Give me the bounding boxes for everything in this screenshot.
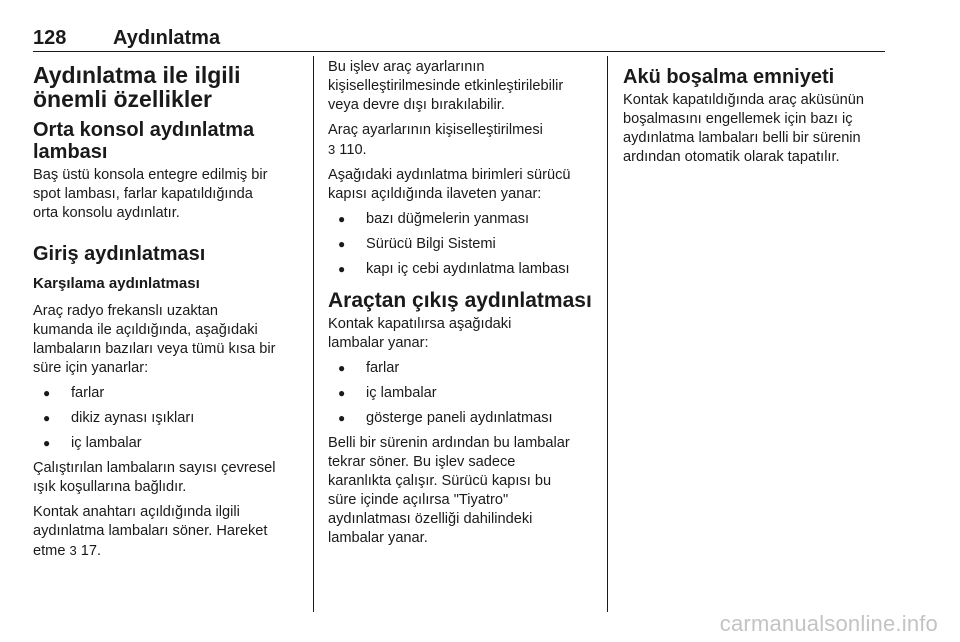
paragraph-light-count: Çalıştırılan lambaların sayısı çevresel ışık koşullarına bağlıdır. [33,460,276,495]
column-divider [607,56,608,612]
watermark: carmanualsonline.info [719,611,938,636]
page-ref-link[interactable]: 110. [335,142,367,158]
list-item: ● bazı düğmelerin yanması [338,211,530,227]
driver-door-light-list [328,210,596,279]
paragraph-ignition: Kontak anahtarı açıldığında ilgili aydınlatma lambaları söner. Hareket etme 3 17. [33,504,268,559]
bullet-icon: ● [43,386,51,400]
bullet-icon: ● [338,237,346,251]
paragraph-battery: Kontak kapatıldığında araç aküsünün boşalmasını engellemek için bazı iç aydınlatma lambaları belli bir sürenin ardından otomatik olarak tapatılır. [623,92,864,165]
paragraph-personalization: Araç ayarlarının kişiselleştirilmesi 3 110. [328,122,543,158]
bullet-icon: ● [43,411,51,425]
bullet-icon: ● [338,386,346,400]
list-item: ● iç lambalar [43,435,142,451]
paragraph-driver-door: Aşağıdaki aydınlatma birimleri sürücü kapısı açıldığında ilaveten yanar: [328,167,571,202]
bullet-icon: ● [43,436,51,450]
list-item: ● Sürücü Bilgi Sistemi [338,236,496,252]
heading-battery-protection: Akü boşalma emniyeti [623,66,835,88]
bullet-icon: ● [338,411,346,425]
list-item: ● dikiz aynası ışıkları [43,410,195,426]
welcome-light-list [33,384,301,453]
column-1 [33,58,301,567]
bullet-icon: ● [338,262,346,276]
page-number: 128 [33,27,67,49]
exit-light-list [328,359,596,428]
page-ref-link[interactable]: 17. [76,543,102,559]
heading-welcome-lighting: Karşılama aydınlatması [33,275,200,292]
paragraph-exit: Kontak kapatılırsa aşağıdaki lambalar yanar: [328,316,512,351]
section-title: Aydınlatma ile ilgili önemli özellikler [33,62,241,112]
bullet-icon: ● [338,361,346,375]
column-3 [623,58,891,173]
list-item: ● farlar [338,360,400,376]
paragraph-settings: Bu işlev araç ayarlarının kişiselleştirilmesinde etkinleştirilebilir veya devre dışı bırakılabilir. [328,59,564,113]
page-ref-icon: 3 [328,142,336,157]
column-2 [328,58,596,554]
page-ref-icon: 3 [69,543,77,558]
list-item: ● kapı iç cebi aydınlatma lambası [338,261,570,277]
heading-exit-lighting: Araçtan çıkış aydınlatması [328,289,592,312]
heading-console-light: Orta konsol aydınlatma lambası [33,119,255,163]
paragraph-console-light: Baş üstü konsola entegre edilmiş bir spot lambası, farlar kapatıldığında orta konsolu aydınlatır. [33,167,268,221]
list-item: ● gösterge paneli aydınlatması [338,410,553,426]
paragraph-welcome: Araç radyo frekanslı uzaktan kumanda ile açıldığında, aşağıdaki lambaların bazıları veya tümü kısa bir süre için yanarlar: [33,303,276,376]
page-header [33,27,885,52]
list-item: ● iç lambalar [338,385,437,401]
list-item: ● farlar [43,385,105,401]
heading-entry-lighting: Giriş aydınlatması [33,243,206,265]
bullet-icon: ● [338,212,346,226]
running-title: Aydınlatma [113,27,221,49]
column-divider [313,56,314,612]
paragraph-after-delay: Belli bir sürenin ardından bu lambalar tekrar söner. Bu işlev sadece karanlıkta çalışır. Sürücü kapısı bu süre içinde açılırsa "Tiyatro" aydınlatması özelliği dahilindeki lambalar yanar. [328,435,570,546]
